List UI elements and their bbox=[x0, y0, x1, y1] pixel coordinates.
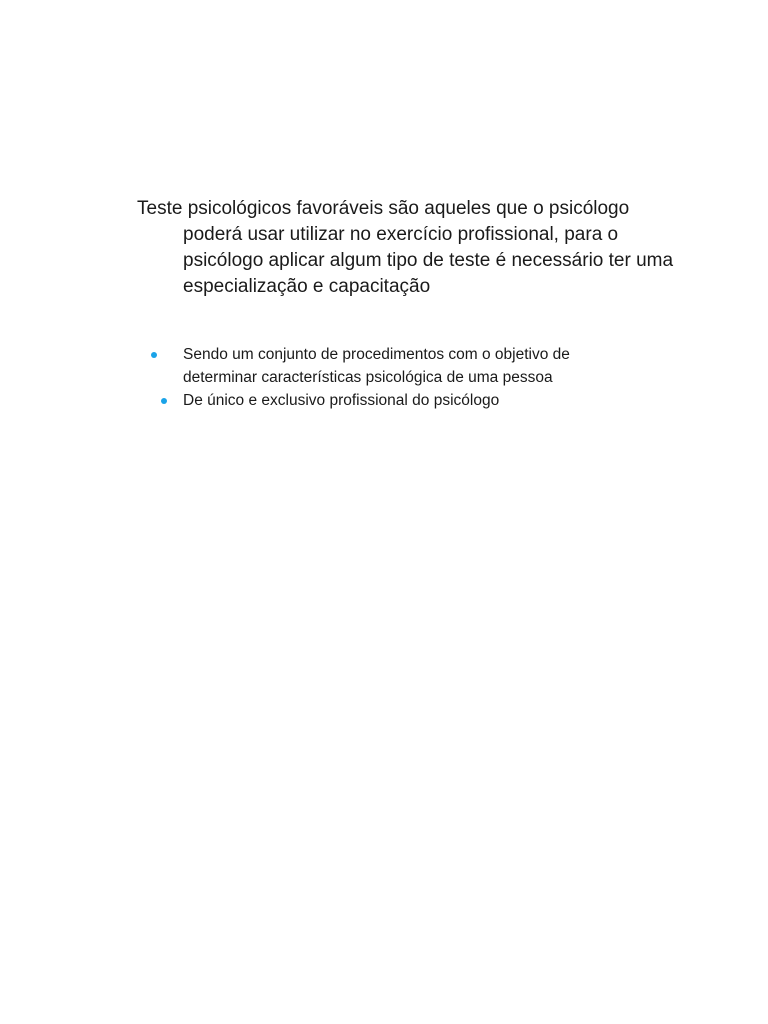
lead-paragraph: Teste psicológicos favoráveis são aqueles que o psicólogo poderá usar utilizar no exercício profissional, para o psicólogo aplicar algum tipo de teste é necessário ter uma especialização e capacitação bbox=[137, 198, 674, 297]
bullet-text: Sendo um conjunto de procedimentos com o objetivo de determinar características psicológica de uma pessoa bbox=[183, 346, 570, 386]
bullet-list bbox=[0, 343, 768, 412]
bullet-icon bbox=[161, 398, 167, 404]
bullet-text: De único e exclusivo profissional do psicólogo bbox=[183, 392, 500, 409]
bullet-icon bbox=[151, 352, 157, 358]
list-item bbox=[0, 343, 623, 389]
list-item bbox=[0, 389, 623, 412]
